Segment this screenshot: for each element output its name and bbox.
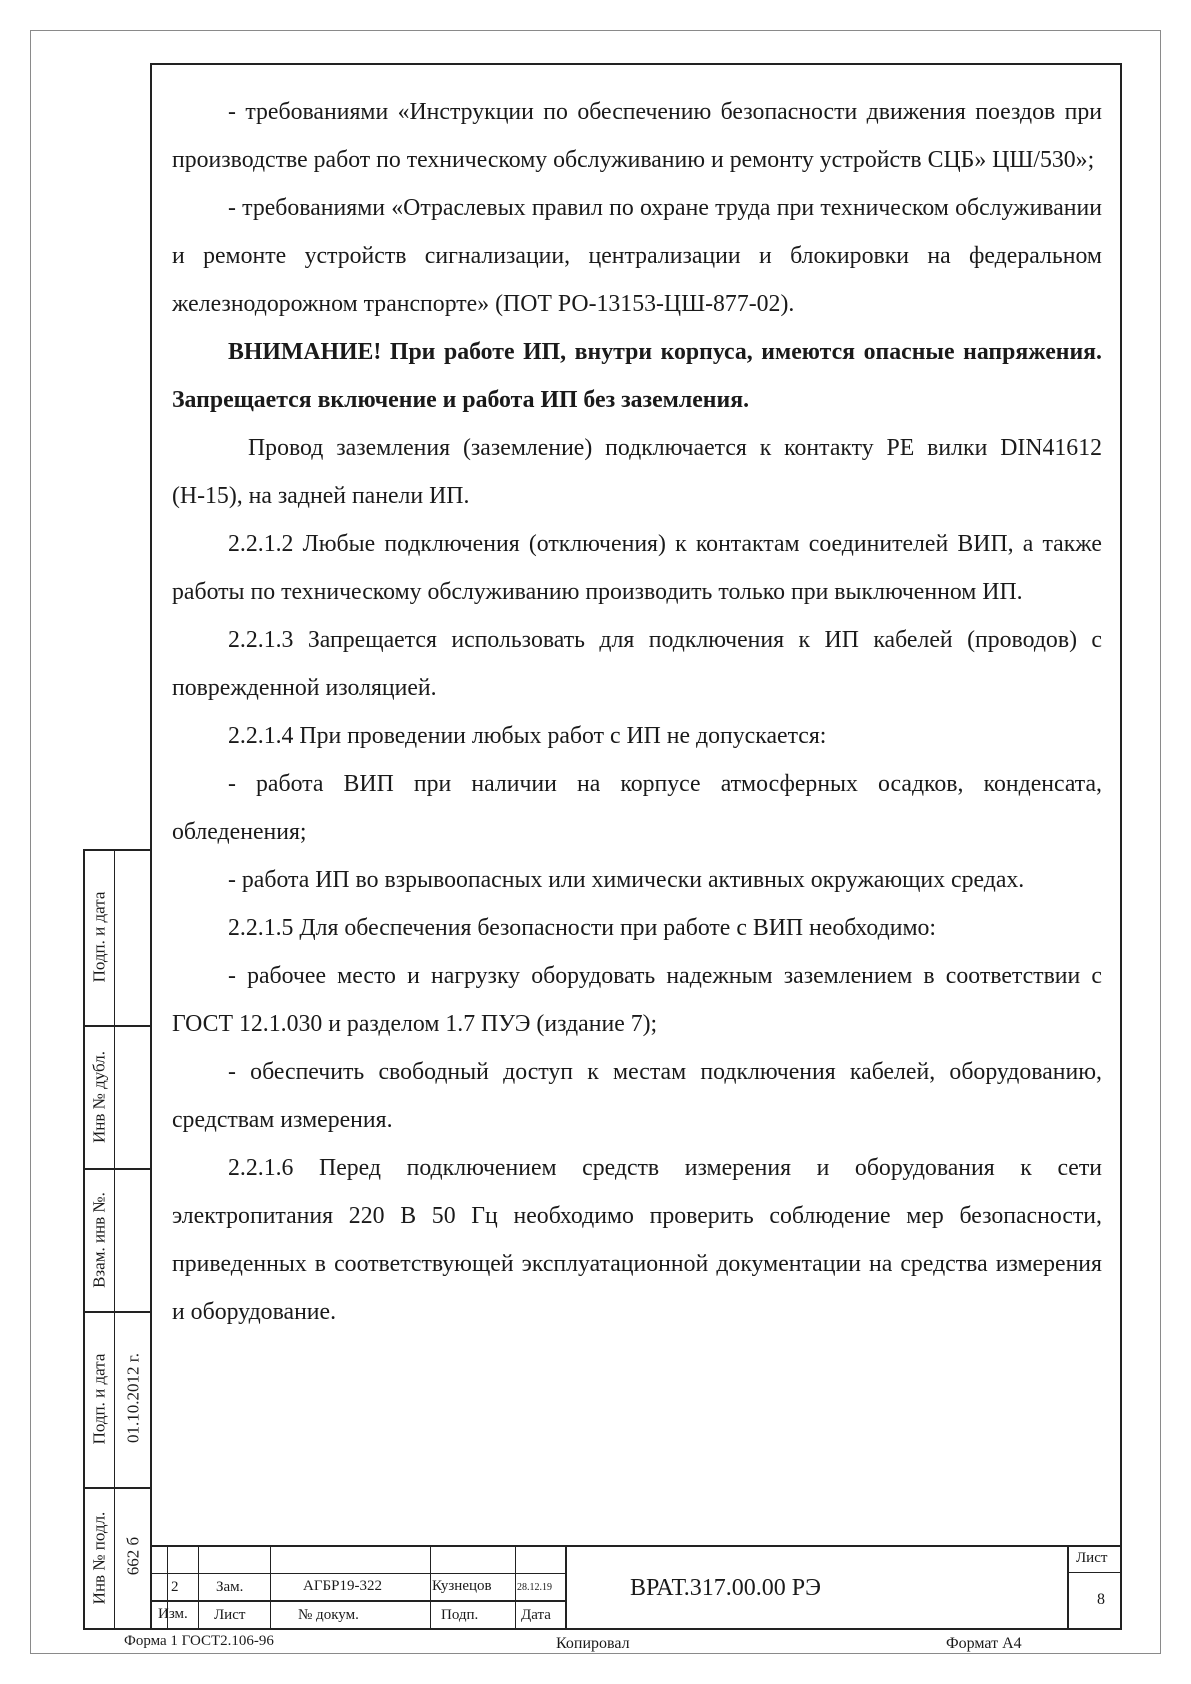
stamp-header-date: Дата [521,1607,551,1623]
title-block-col-line [565,1545,567,1630]
side-stamp-divider [83,1168,152,1170]
side-stamp-column-divider [114,849,115,1630]
paragraph: 2.2.1.3 Запрещается использовать для подключения к ИП кабелей (проводов) с поврежденной изоляцией. [172,627,1102,701]
stamp-signature-name: Кузнецов [432,1578,492,1594]
title-block-sheet-border [1067,1545,1069,1630]
paragraph: - требованиями «Инструкции по обеспечению безопасности движения поездов при производстве работ по техническому обслуживанию и ремонту устройств СЦБ» ЦШ/530»; [172,99,1102,173]
title-block-col-line [270,1545,271,1630]
side-stamp-top-border [83,849,152,851]
paragraph: Провод заземления (заземление) подключается к контакту РЕ вилки DIN41612 (Н-15), на задней панели ИП. [172,435,1102,509]
side-value-inv-number: 662 б [123,1536,143,1576]
stamp-header-doc-num: № докум. [298,1607,359,1623]
paragraph: ВНИМАНИЕ! При работе ИП, внутри корпуса, имеются опасные напряжения. Запрещается включение и работа ИП без заземления. [172,339,1102,413]
footer-copied: Копировал [556,1635,630,1652]
side-label-inv-dubl: Инв № дубл. [89,1050,109,1144]
footer-form: Форма 1 ГОСТ2.106-96 [124,1633,274,1649]
document-body [172,88,1102,1336]
stamp-list-value: Зам. [216,1579,244,1595]
stamp-doc-number: АГБР19-322 [303,1578,382,1594]
stamp-date: 28.12.19 [517,1582,552,1593]
side-label-podp-data-bottom: Подп. и дата [89,1353,109,1445]
title-block-col-line [430,1545,431,1630]
sheet-label: Лист [1076,1550,1108,1566]
title-block-sheet-divider [1067,1572,1122,1573]
side-stamp-bottom-border [83,1628,152,1630]
paragraph: - работа ИП во взрывоопасных или химически активных окружающих средах. [228,867,1025,893]
paragraph: 2.2.1.5 Для обеспечения безопасности при работе с ВИП необходимо: [228,915,937,941]
paragraph: - обеспечить свободный доступ к местам подключения кабелей, оборудованию, средствам измерения. [172,1059,1102,1133]
stamp-header-list: Лист [214,1607,246,1623]
stamp-header-signature: Подп. [441,1607,479,1623]
paragraph: - рабочее место и нагрузку оборудовать надежным заземлением в соответствии с ГОСТ 12.1.030 и разделом 1.7 ПУЭ (издание 7); [172,963,1102,1037]
title-block-top-border [150,1545,1122,1547]
title-block-row-line [150,1573,566,1574]
footer-format: Формат А4 [946,1635,1022,1652]
side-stamp-divider [83,1487,152,1489]
paragraph: 2.2.1.2 Любые подключения (отключения) к контактам соединителей ВИП, а также работы по техническому обслуживанию производить только при выключенном ИП. [172,531,1102,605]
paragraph: 2.2.1.6 Перед подключением средств измерения и оборудования к сети электропитания 220 В 50 Гц необходимо проверить соблюдение мер безопасности, приведенных в соответствующей эксплуатационной документации на средства измерения и оборудование. [172,1155,1102,1325]
paragraph: - требованиями «Отраслевых правил по охране труда при техническом обслуживании и ремонте устройств сигнализации, централизации и блокировки на федеральном железнодорожном транспорте» (ПОТ РО-13153-ЦШ-877-02). [172,195,1102,317]
paragraph: - работа ВИП при наличии на корпусе атмосферных осадков, конденсата, обледенения; [172,771,1102,845]
sheet-number: 8 [1097,1591,1105,1608]
side-label-vzam-inv: Взам. инв №. [89,1192,109,1288]
side-label-inv-podl: Инв № подл. [89,1511,109,1605]
side-label-podp-data-top: Подп. и дата [89,891,109,983]
title-block-col-line [198,1545,199,1630]
stamp-header-izm: Изм. [158,1606,188,1622]
paragraph: 2.2.1.4 При проведении любых работ с ИП не допускается: [228,723,827,749]
stamp-izm-value: 2 [171,1579,179,1595]
side-value-date: 01.10.2012 г. [123,1352,143,1444]
document-designation: ВРАТ.317.00.00 РЭ [630,1575,821,1601]
side-stamp-divider [83,1311,152,1313]
title-block-col-line [515,1545,516,1630]
title-block-row-line [150,1600,566,1602]
side-stamp-divider [83,1025,152,1027]
side-stamp-left-border [83,849,85,1630]
